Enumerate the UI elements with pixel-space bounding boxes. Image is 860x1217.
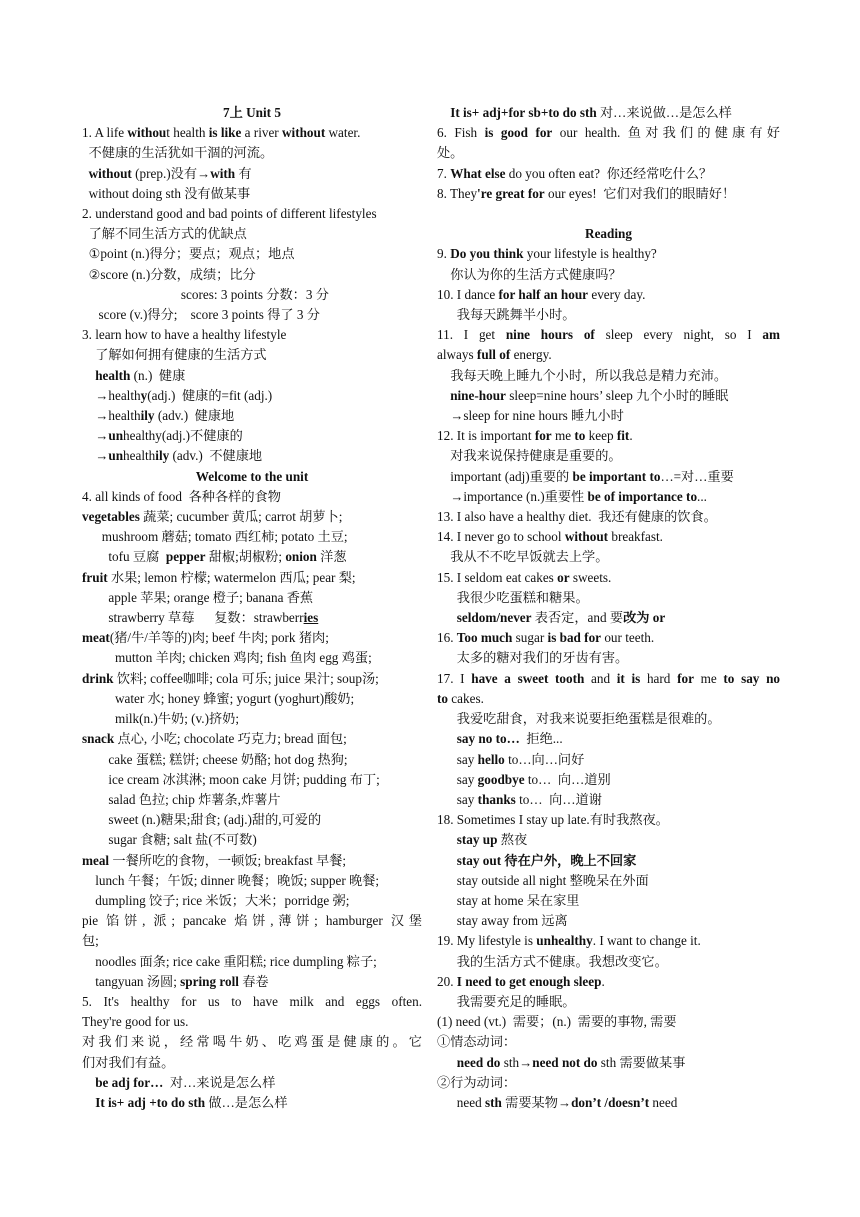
text-line: drink 饮料; coffee咖啡; cola 可乐; juice 果汁; soup汤;: [82, 670, 379, 686]
text-line: mushroom 蘑菇; tomato 西红柿; potato 土豆;: [82, 529, 348, 545]
section-heading: Welcome to the unit: [195, 468, 309, 484]
text-line: always full of energy.: [437, 347, 552, 363]
text-line: cake 蛋糕; 糕饼; cheese 奶酪; hot dog 热狗;: [82, 751, 348, 767]
text-line: 5. It's healthy for us to have milk and eggs often.: [82, 993, 422, 1009]
text-line: 包;: [82, 933, 99, 949]
text-line: scores: 3 points 分数：3 分: [82, 286, 329, 302]
text-line: ①point (n.)得分；要点；观点；地点: [82, 246, 295, 262]
text-line: vegetables 蔬菜; cucumber 黄瓜; carrot 胡萝卜;: [82, 509, 343, 525]
text-line: without doing sth 没有做某事: [82, 185, 251, 201]
text-line: mutton 羊肉; chicken 鸡肉; fish 鱼肉 egg 鸡蛋;: [82, 650, 372, 666]
text-line: tangyuan 汤圆; spring roll 春卷: [82, 973, 269, 989]
text-line: say thanks to… 向…道谢: [437, 791, 602, 807]
text-line: pie 馅饼, 派; pancake 焰饼,薄饼; hamburger 汉堡: [82, 913, 422, 929]
text-line: noodles 面条; rice cake 重阳糕; rice dumpling 粽子;: [82, 953, 377, 969]
text-line: important (adj)重要的 be important to…=对…重要: [437, 468, 734, 484]
text-line: water 水; honey 蜂蜜; yogurt (yoghurt)酸奶;: [82, 690, 355, 706]
text-line: →sleep for nine hours 睡九小时: [437, 408, 624, 424]
text-line: be adj for… 对…来说是怎么样: [95, 1074, 276, 1090]
text-line: nine-hour sleep=nine hours’ sleep 九个小时的睡眠: [450, 387, 729, 403]
text-line: 对我们来说，经常喝牛奶、吃鸡蛋是健康的。它: [82, 1034, 422, 1050]
text-line: apple 苹果; orange 橙子; banana 香蕉: [82, 589, 314, 605]
text-line: need do sth→need not do sth 需要做某事: [456, 1054, 686, 1070]
text-line: ice cream 冰淇淋; moon cake 月饼; pudding 布丁;: [82, 771, 380, 787]
text-line: [437, 204, 780, 224]
text-line: (1) need (vt.) 需要；(n.) 需要的事物, 需要: [437, 1014, 677, 1030]
text-line: 不健康的生活犹如干涸的河流。: [82, 145, 274, 161]
text-line: 6. Fish is good for our health. 鱼对我们的健康有好: [437, 125, 780, 141]
text-line: say no to… 拒绝...: [456, 731, 563, 747]
text-line: 14. I never go to school without breakfast.: [437, 529, 663, 545]
text-line: 太多的糖对我们的牙齿有害。: [437, 650, 629, 666]
text-line: stay away from 远离: [437, 913, 568, 929]
text-line: 3. learn how to have a healthy lifestyle: [82, 327, 287, 343]
text-line: 我的生活方式不健康。我想改变它。: [437, 953, 668, 969]
text-line: seldom/never 表否定，and 要改为 or: [456, 610, 666, 626]
text-line: 20. I need to get enough sleep.: [437, 973, 605, 989]
text-line: 们对我们有益。: [82, 1054, 175, 1070]
text-line: →healthily (adv.) 健康地: [82, 408, 235, 424]
text-line: snack 点心, 小吃; chocolate 巧克力; bread 面包;: [82, 731, 347, 747]
text-line: It is+ adj +to do sth 做…是怎么样: [95, 1094, 288, 1110]
text-line: ②行为动词：: [437, 1074, 517, 1090]
text-line: need sth 需要某物→don’t /doesn’t need: [437, 1094, 678, 1110]
text-line: 了解不同生活方式的优缺点: [82, 226, 247, 242]
text-line: milk(n.)牛奶; (v.)挤奶;: [82, 711, 240, 727]
text-line: stay at home 呆在家里: [437, 892, 580, 908]
text-line: 我很少吃蛋糕和糖果。: [437, 589, 589, 605]
text-line: strawberry 草莓 复数：strawberries: [82, 610, 319, 626]
text-line: →importance (n.)重要性 be of importance to...: [437, 488, 707, 504]
text-line: 我需要充足的睡眠。: [437, 993, 576, 1009]
text-line: 8. They're great for our eyes! 它们对我们的眼睛好！: [437, 185, 736, 201]
text-line: fruit 水果; lemon 柠檬; watermelon 西瓜; pear 梨;: [82, 569, 356, 585]
text-line: tofu 豆腐 pepper 甜椒;胡椒粉; onion 洋葱: [82, 549, 347, 565]
document-title: 7上 Unit 5: [223, 105, 281, 120]
text-line: 11. I get nine hours of sleep every night, so I am: [437, 327, 781, 343]
section-heading: Reading: [585, 226, 632, 242]
text-line: 你认为你的生活方式健康吗？: [437, 266, 622, 282]
text-line: It is+ adj+for sb+to do sth 对…来说做…是怎么样: [450, 105, 732, 120]
text-line: 我从不不吃早饭就去上学。: [437, 549, 609, 565]
text-line: to cakes.: [437, 690, 484, 706]
left-column: [82, 103, 422, 1113]
right-column: [437, 103, 780, 1113]
text-line: →unhealthy(adj.)不健康的: [82, 428, 243, 444]
text-line: 12. It is important for me to keep fit.: [437, 428, 633, 444]
text-line: salad 色拉; chip 炸薯条,炸薯片: [82, 791, 281, 807]
text-line: sugar 食糖; salt 盐(不可数): [82, 832, 257, 848]
text-line: They're good for us.: [82, 1014, 189, 1030]
text-line: 10. I dance for half an hour every day.: [437, 286, 646, 302]
text-line: →unhealthily (adv.) 不健康地: [82, 448, 263, 464]
text-line: dumpling 饺子; rice 米饭；大米；porridge 粥;: [82, 892, 350, 908]
text-line: health (n.) 健康: [95, 367, 186, 383]
text-line: score (v.)得分; score 3 points 得了 3 分: [82, 307, 320, 323]
text-line: 7. What else do you often eat? 你还经常吃什么？: [437, 165, 713, 181]
text-line: 9. Do you think your lifestyle is healthy?: [437, 246, 657, 262]
text-line: 我每天跳舞半小时。: [437, 307, 576, 323]
text-line: say hello to…向…问好: [437, 751, 585, 767]
text-line: stay out 待在户外，晚上不回家: [456, 852, 637, 868]
text-line: stay up 熬夜: [456, 832, 528, 848]
text-line: sweet (n.)糖果;甜食; (adj.)甜的,可爱的: [82, 812, 322, 828]
text-line: 13. I also have a healthy diet. 我还有健康的饮食。: [437, 509, 717, 525]
text-line: 19. My lifestyle is unhealthy. I want to change it.: [437, 933, 701, 949]
text-line: without (prep.)没有→with 有: [88, 165, 252, 181]
text-line: 2. understand good and bad points of different lifestyles: [82, 206, 377, 222]
text-line: say goodbye to… 向…道别: [437, 771, 611, 787]
text-line: →healthy(adj.) 健康的=fit (adj.): [82, 387, 273, 403]
text-line: 4. all kinds of food 各种各样的食物: [82, 488, 281, 504]
text-line: meat(猪/牛/羊等的)肉; beef 牛肉; pork 猪肉;: [82, 630, 329, 646]
text-line: stay outside all night 整晚呆在外面: [437, 872, 649, 888]
text-line: 处。: [437, 145, 464, 161]
text-line: 15. I seldom eat cakes or sweets.: [437, 569, 612, 585]
text-line: 我爱吃甜食，对我来说要拒绝蛋糕是很难的。: [437, 711, 721, 727]
text-line: 17. I have a sweet tooth and it is hard for me to say no: [437, 670, 781, 686]
text-line: 对我来说保持健康是重要的。: [437, 448, 622, 464]
text-line: 18. Sometimes I stay up late.有时我熬夜。: [437, 812, 669, 828]
text-line: meal 一餐所吃的食物，一顿饭; breakfast 早餐;: [82, 852, 347, 868]
text-line: lunch 午餐；午饭; dinner 晚餐；晚饭; supper 晚餐;: [82, 872, 380, 888]
text-line: 16. Too much sugar is bad for our teeth.: [437, 630, 655, 646]
text-line: ①情态动词：: [437, 1034, 517, 1050]
text-line: 了解如何拥有健康的生活方式: [82, 347, 267, 363]
text-line: 我每天晚上睡九个小时，所以我总是精力充沛。: [437, 367, 728, 383]
text-line: ②score (n.)分数，成绩；比分: [82, 266, 256, 282]
text-line: 1. A life without health is like a river without water.: [82, 125, 361, 141]
